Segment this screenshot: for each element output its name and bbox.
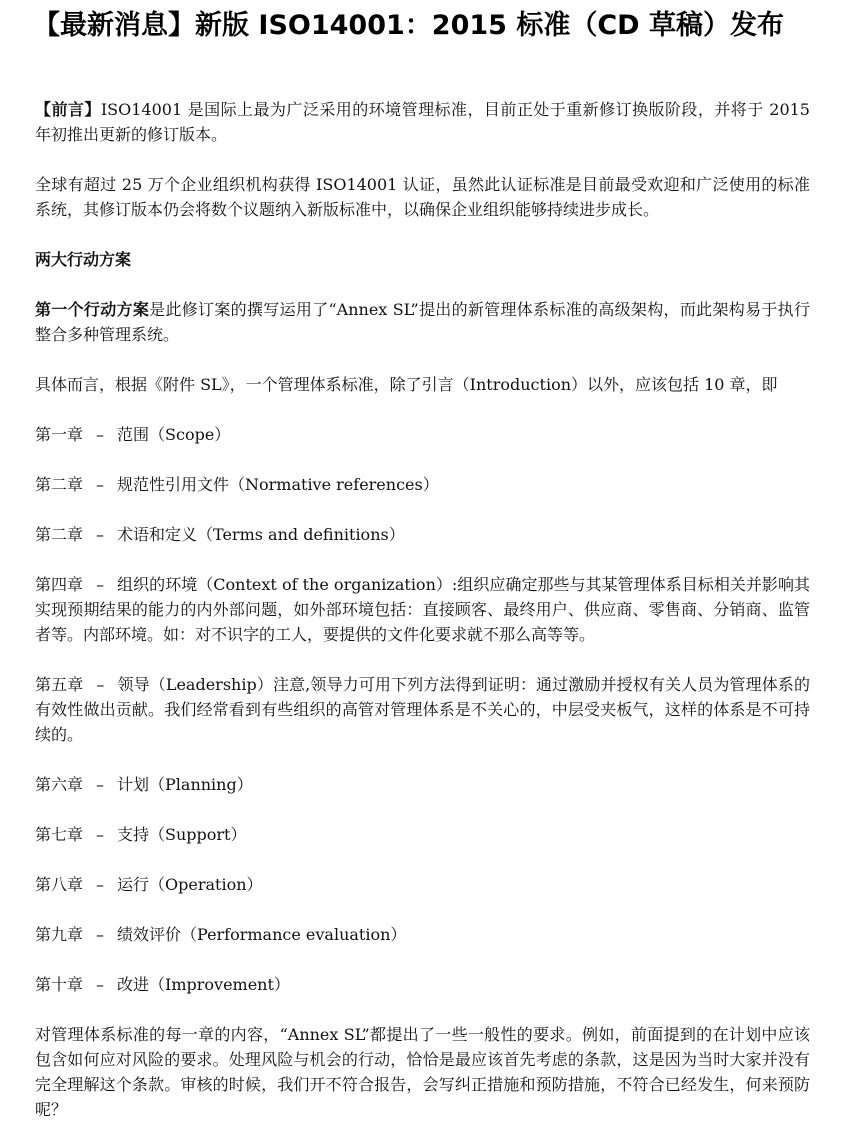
chapter-list bbox=[35, 422, 810, 997]
chapter-number: 第九章 bbox=[35, 925, 84, 944]
chapter-number: 第一章 bbox=[35, 425, 84, 444]
chapter-separator: – bbox=[96, 925, 105, 944]
chapter-text: 绩效评价（Performance evaluation） bbox=[117, 925, 407, 944]
certification-paragraph: 全球有超过 25 万个企业组织机构获得 ISO14001 认证，虽然此认证标准是目前最受欢迎和广泛使用的标准系统，其修订版本仍会将数个议题纳入新版标准中，以确保企业组织能够持续进步成长。 bbox=[35, 175, 810, 219]
chapter-separator: – bbox=[96, 475, 105, 494]
chapter-text: 支持（Support） bbox=[117, 825, 247, 844]
chapter-text: 领导（Leadership）注意,领导力可用下列方法得到证明：通过激励并授权有关人员为管理体系的有效性做出贡献。我们经常看到有些组织的高管对管理体系是不关心的，中层受夹板气，这样的体系是不可持续的。 bbox=[35, 675, 810, 744]
chapter-text: 术语和定义（Terms and definitions） bbox=[117, 525, 405, 544]
chapter-text: 运行（Operation） bbox=[117, 875, 263, 894]
chapter-item bbox=[35, 572, 810, 647]
specifics-paragraph: 具体而言，根据《附件 SL》，一个管理体系标准，除了引言（Introduction）以外，应该包括 10 章，即 bbox=[35, 375, 778, 394]
intro-paragraph bbox=[35, 97, 810, 147]
chapter-separator: – bbox=[96, 425, 105, 444]
chapter-number: 第六章 bbox=[35, 775, 84, 794]
chapter-separator: – bbox=[96, 975, 105, 994]
chapter-number: 第七章 bbox=[35, 825, 84, 844]
closing-paragraph: 对管理体系标准的每一章的内容，“Annex SL”都提出了一些一般性的要求。例如，前面提到的在计划中应该包含如何应对风险的要求。处理风险与机会的行动，恰恰是最应该首先考虑的条款，这是因为当时大家并没有完全理解这个条款。审核的时候，我们开不符合报告，会写纠正措施和预防措施，不符合已经发生，何来预防呢？ bbox=[35, 1025, 810, 1119]
page-title: 【最新消息】新版 ISO14001：2015 标准（CD 草稿）发布 bbox=[33, 10, 784, 41]
action-plan-1-label: 第一个行动方案 bbox=[35, 300, 150, 319]
chapter-number: 第二章 bbox=[35, 525, 84, 544]
chapter-item bbox=[35, 522, 810, 547]
article-body bbox=[35, 97, 810, 1147]
action-plan-1-paragraph bbox=[35, 297, 810, 347]
chapter-item bbox=[35, 672, 810, 747]
chapter-separator: – bbox=[96, 675, 105, 694]
chapter-text: 计划（Planning） bbox=[117, 775, 253, 794]
chapter-number: 第二章 bbox=[35, 475, 84, 494]
chapter-text: 组织的环境（Context of the organization）:组织应确定那些与其某管理体系目标相关并影响其实现预期结果的能力的内外部问题，如外部环境包括：直接顾客、最终用户、供应商、零售商、分销商、监管者等。内部环境。如：对不识字的工人，要提供的文件化要求就不那么高等等。 bbox=[35, 575, 810, 644]
chapter-separator: – bbox=[96, 875, 105, 894]
chapter-item bbox=[35, 822, 810, 847]
chapter-number: 第五章 bbox=[35, 675, 84, 694]
chapter-number: 第四章 bbox=[35, 575, 84, 594]
section-heading: 两大行动方案 bbox=[35, 250, 132, 269]
chapter-item bbox=[35, 422, 810, 447]
chapter-text: 范围（Scope） bbox=[117, 425, 231, 444]
chapter-number: 第十章 bbox=[35, 975, 84, 994]
chapter-separator: – bbox=[96, 775, 105, 794]
chapter-separator: – bbox=[96, 825, 105, 844]
chapter-number: 第八章 bbox=[35, 875, 84, 894]
chapter-text: 规范性引用文件（Normative references） bbox=[117, 475, 439, 494]
chapter-item bbox=[35, 972, 810, 997]
chapter-item bbox=[35, 472, 810, 497]
action-plan-1-text: 是此修订案的撰写运用了“Annex SL”提出的新管理体系标准的高级架构，而此架构易于执行整合多种管理系统。 bbox=[35, 300, 810, 344]
chapter-item bbox=[35, 922, 810, 947]
chapter-separator: – bbox=[96, 575, 105, 594]
chapter-item bbox=[35, 872, 810, 897]
chapter-item bbox=[35, 772, 810, 797]
chapter-separator: – bbox=[96, 525, 105, 544]
intro-label: 【前言】 bbox=[35, 100, 101, 119]
chapter-text: 改进（Improvement） bbox=[117, 975, 290, 994]
intro-text: ISO14001 是国际上最为广泛采用的环境管理标准，目前正处于重新修订换版阶段，并将于 2015 年初推出更新的修订版本。 bbox=[35, 100, 810, 144]
